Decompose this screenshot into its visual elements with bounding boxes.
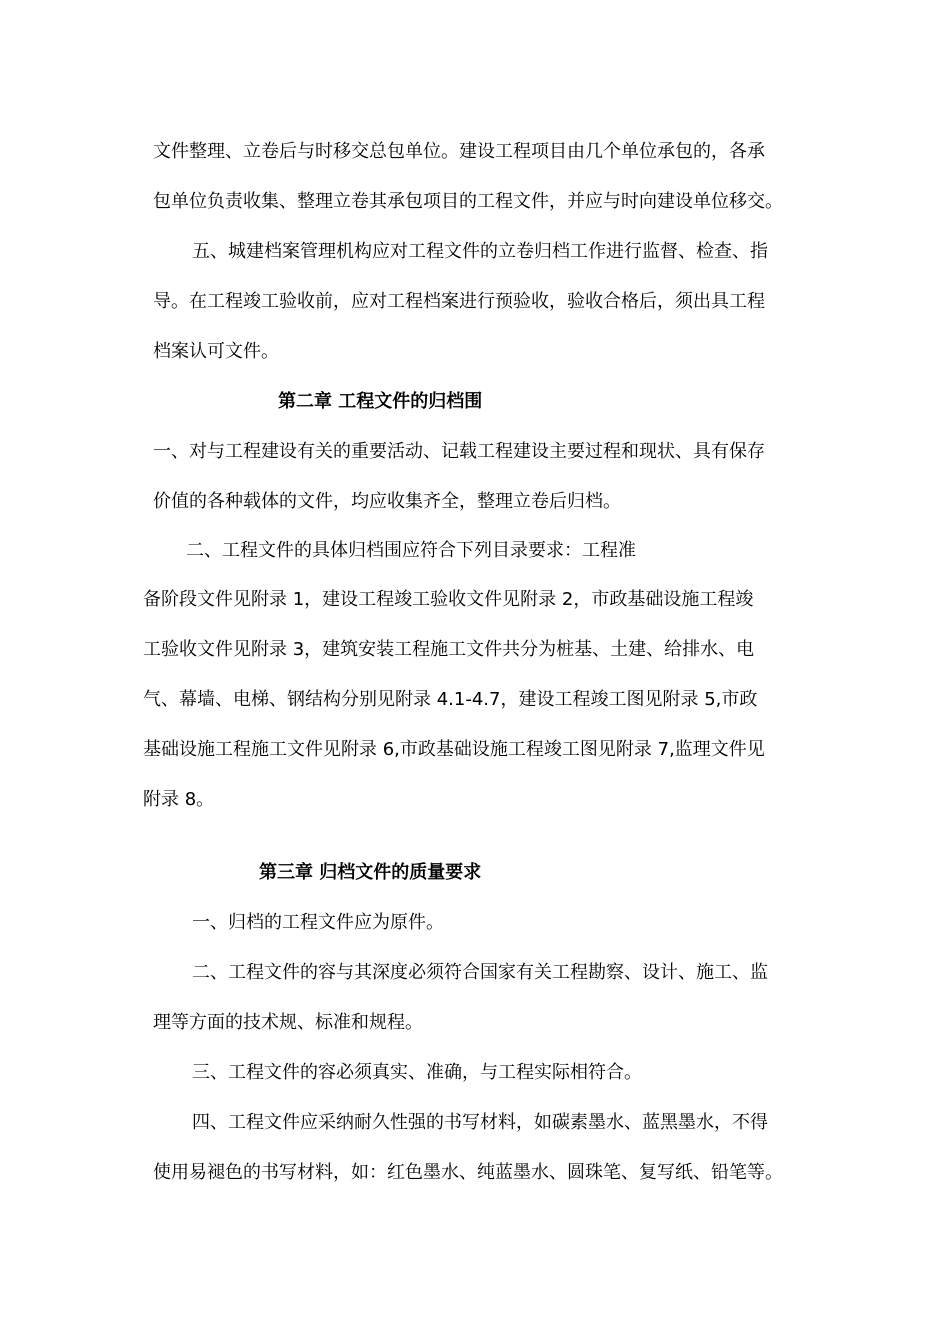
text-line: 包单位负责收集、整理立卷其承包项目的工程文件，并应与时向建设单位移交。	[153, 191, 783, 212]
text-line: 工验收文件见附录 3，建筑安装工程施工文件共分为桩基、土建、给排水、电	[143, 639, 755, 660]
text-line: 档案认可文件。	[153, 341, 279, 362]
text-line: 备阶段文件见附录 1，建设工程竣工验收文件见附录 2，市政基础设施工程竣	[143, 589, 754, 610]
text-line: 理等方面的技术规、标准和规程。	[153, 1012, 423, 1033]
text-line: 价值的各种载体的文件，均应收集齐全，整理立卷后归档。	[153, 491, 621, 512]
text-line: 基础设施工程施工文件见附录 6,市政基础设施工程竣工图见附录 7,监理文件见	[143, 739, 765, 760]
text-line: 三、工程文件的容必须真实、准确，与工程实际相符合。	[192, 1062, 642, 1083]
text-line: 一、对与工程建设有关的重要活动、记载工程建设主要过程和现状、具有保存	[153, 441, 765, 462]
text-line: 一、归档的工程文件应为原件。	[192, 912, 444, 933]
text-line: 二、工程文件的容与其深度必须符合国家有关工程勘察、设计、施工、监	[192, 962, 768, 983]
text-line: 使用易褪色的书写材料，如：红色墨水、纯蓝墨水、圆珠笔、复写纸、铅笔等。	[153, 1162, 783, 1183]
text-line: 四、工程文件应采纳耐久性强的书写材料，如碳素墨水、蓝黑墨水，不得	[192, 1112, 768, 1133]
text-line: 附录 8。	[143, 789, 215, 810]
text-line: 文件整理、立卷后与时移交总包单位。建设工程项目由几个单位承包的，各承	[153, 141, 765, 162]
chapter-three-heading: 第三章 归档文件的质量要求	[259, 862, 482, 883]
text-line: 导。在工程竣工验收前，应对工程档案进行预验收，验收合格后，须出具工程	[153, 291, 765, 312]
chapter-two-heading: 第二章 工程文件的归档围	[278, 391, 483, 412]
text-line: 气、幕墙、电梯、钢结构分别见附录 4.1-4.7，建设工程竣工图见附录 5,市政	[143, 689, 758, 710]
text-line: 五、城建档案管理机构应对工程文件的立卷归档工作进行监督、检查、指	[192, 241, 768, 262]
text-line: 二、工程文件的具体归档围应符合下列目录要求：工程准	[186, 540, 636, 561]
